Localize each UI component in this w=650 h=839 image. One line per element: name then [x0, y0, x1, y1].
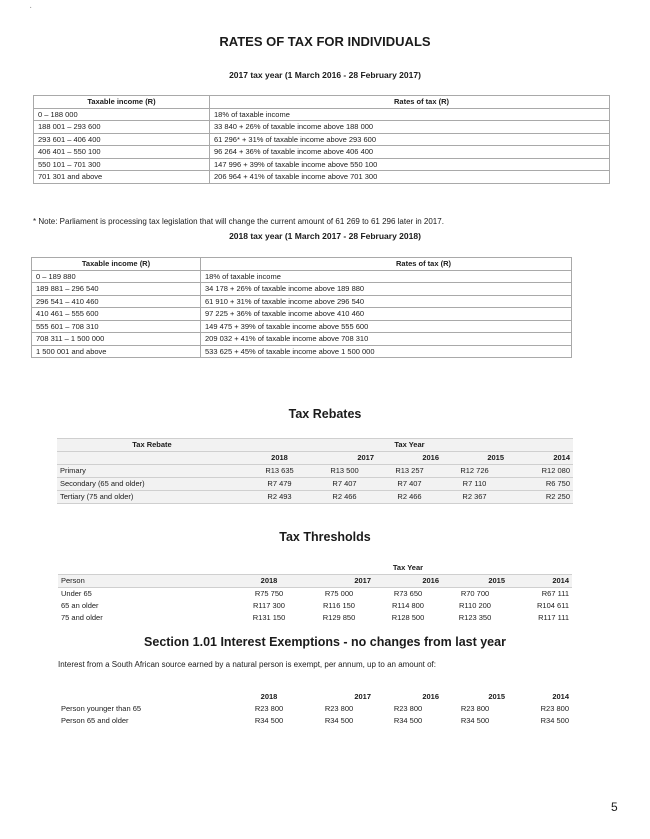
year-header: 2016	[377, 452, 442, 465]
income-cell: 708 311 – 1 500 000	[32, 333, 201, 346]
value-cell: R23 800	[393, 704, 423, 713]
table-row	[32, 283, 572, 296]
year-header: 2014	[508, 575, 572, 588]
value-cell: R6 750	[507, 478, 573, 491]
value-cell: R2 493	[247, 491, 312, 504]
value-cell: R123 350	[458, 613, 492, 622]
rate-cell: 33 840 + 26% of taxable income above 188 000	[210, 121, 610, 134]
rebates-table	[57, 438, 573, 504]
value-cell: R23 800	[460, 704, 490, 713]
rate-cell: 34 178 + 26% of taxable income above 189 880	[201, 283, 572, 296]
value-cell: R7 407	[312, 478, 377, 491]
value-cell: R2 250	[507, 491, 573, 504]
corner-mark: ·	[29, 2, 33, 13]
value-cell: R13 257	[377, 465, 442, 478]
table-row	[58, 703, 572, 715]
year-header: 2017	[312, 452, 377, 465]
value-cell: R110 200	[459, 601, 491, 610]
rate-cell: 533 625 + 45% of taxable income above 1 500 000	[201, 345, 572, 358]
rebate-label-header: Tax Rebate	[57, 439, 247, 452]
note-text: * Note: Parliament is processing tax legislation that will change the current amount of 61 269 to 61 296 later in 2017.	[33, 217, 444, 226]
row-label: Person younger than 65	[61, 704, 142, 713]
value-cell: R13 635	[247, 465, 312, 478]
rate-cell: 61 910 + 31% of taxable income above 296 540	[201, 295, 572, 308]
col-header-income: Taxable income (R)	[32, 258, 201, 271]
income-cell: 410 461 – 555 600	[32, 308, 201, 321]
table-row	[57, 478, 573, 491]
income-cell: 188 001 – 293 600	[34, 121, 210, 134]
income-cell: 550 101 – 701 300	[34, 158, 210, 171]
year-header: 2018	[260, 692, 278, 701]
value-cell: R34 500	[460, 716, 490, 725]
value-cell: R70 700	[460, 589, 490, 598]
table-row	[58, 612, 572, 624]
table-row	[34, 158, 610, 171]
value-cell: R117 300	[253, 601, 285, 610]
value-cell: R34 500	[324, 716, 354, 725]
value-cell: R116 150	[323, 601, 355, 610]
row-label: 65 an older	[61, 601, 99, 610]
income-cell: 1 500 001 and above	[32, 345, 201, 358]
table-row	[57, 491, 573, 504]
table-row	[32, 295, 572, 308]
value-cell: R13 500	[312, 465, 377, 478]
table-row	[34, 133, 610, 146]
year-header: 2015	[442, 575, 508, 588]
value-cell: R131 150	[252, 613, 286, 622]
value-cell: R129 850	[322, 613, 356, 622]
value-cell: R12 080	[507, 465, 573, 478]
value-cell: R104 611	[537, 601, 569, 610]
year-header: 2015	[488, 692, 505, 701]
income-cell: 189 881 – 296 540	[32, 283, 201, 296]
rate-cell: 147 996 + 39% of taxable income above 550 100	[210, 158, 610, 171]
threshold-label-header: Person	[58, 575, 234, 588]
year-header: 2017	[304, 575, 374, 588]
table-row	[32, 308, 572, 321]
table-row	[32, 320, 572, 333]
value-cell: R23 800	[324, 704, 354, 713]
table-row	[58, 588, 572, 601]
rate-cell: 18% of taxable income	[201, 270, 572, 283]
income-cell: 0 – 188 000	[34, 108, 210, 121]
value-cell: R2 466	[312, 491, 377, 504]
year-header: 2015	[442, 452, 507, 465]
income-cell: 296 541 – 410 460	[32, 295, 201, 308]
value-cell: R7 110	[442, 478, 507, 491]
table-row	[57, 465, 573, 478]
rebates-title: Tax Rebates	[288, 407, 362, 421]
value-cell: R12 726	[442, 465, 507, 478]
value-cell: R67 111	[541, 589, 569, 598]
table-row	[32, 345, 572, 358]
rate-cell: 149 475 + 39% of taxable income above 555 600	[201, 320, 572, 333]
subtitle-2018: 2018 tax year (1 March 2017 - 28 February 2018)	[229, 231, 421, 241]
interest-table	[58, 691, 572, 727]
year-header: 2018	[234, 575, 304, 588]
income-cell: 406 401 – 550 100	[34, 146, 210, 159]
interest-title: Section 1.01 Interest Exemptions - no changes from last year	[144, 635, 506, 649]
income-cell: 555 601 – 708 310	[32, 320, 201, 333]
value-cell: R2 466	[377, 491, 442, 504]
subtitle-2017: 2017 tax year (1 March 2016 - 28 February 2017)	[229, 70, 421, 80]
rebate-year-header: Tax Year	[377, 439, 442, 452]
income-cell: 0 – 189 880	[32, 270, 201, 283]
thresholds-title: Tax Thresholds	[279, 530, 371, 544]
tax-table-2017	[33, 95, 610, 184]
year-header: 2014	[552, 692, 569, 701]
year-header: 2014	[507, 452, 573, 465]
row-label: Primary	[57, 465, 247, 478]
value-cell: R34 500	[540, 716, 569, 725]
table-row	[58, 715, 572, 727]
value-cell: R2 367	[442, 491, 507, 504]
value-cell: R117 111	[538, 613, 569, 622]
page-number: 5	[611, 800, 618, 814]
value-cell: R7 479	[247, 478, 312, 491]
row-label: 75 and older	[61, 613, 103, 622]
value-cell: R114 800	[392, 601, 424, 610]
rate-cell: 96 264 + 36% of taxable income above 406 400	[210, 146, 610, 159]
value-cell: R128 500	[391, 613, 425, 622]
table-row	[34, 146, 610, 159]
tax-table-2018	[31, 257, 572, 358]
row-label: Person 65 and older	[61, 716, 129, 725]
value-cell: R23 800	[254, 704, 284, 713]
table-row	[32, 333, 572, 346]
year-header: 2016	[374, 575, 442, 588]
value-cell: R34 500	[393, 716, 423, 725]
col-header-rates: Rates of tax (R)	[210, 96, 610, 109]
table-row	[32, 270, 572, 283]
rate-cell: 209 032 + 41% of taxable income above 708 310	[201, 333, 572, 346]
income-cell: 293 601 – 406 400	[34, 133, 210, 146]
thresholds-table	[58, 562, 572, 624]
value-cell: R23 800	[540, 704, 569, 713]
threshold-year-header: Tax Year	[392, 563, 424, 572]
year-header: 2016	[422, 692, 439, 701]
rate-cell: 206 964 + 41% of taxable income above 701 300	[210, 171, 610, 184]
value-cell: R75 000	[324, 589, 354, 598]
table-row	[34, 121, 610, 134]
table-row	[34, 171, 610, 184]
value-cell: R7 407	[377, 478, 442, 491]
table-row	[58, 600, 572, 612]
page-title: RATES OF TAX FOR INDIVIDUALS	[219, 34, 431, 49]
table-row	[34, 108, 610, 121]
value-cell: R75 750	[254, 589, 284, 598]
year-header: 2018	[247, 452, 312, 465]
row-label: Under 65	[61, 589, 92, 598]
value-cell: R34 500	[254, 716, 284, 725]
rate-cell: 18% of taxable income	[210, 108, 610, 121]
rate-cell: 61 296* + 31% of taxable income above 293 600	[210, 133, 610, 146]
row-label: Tertiary (75 and older)	[57, 491, 247, 504]
value-cell: R73 650	[393, 589, 423, 598]
rate-cell: 97 225 + 36% of taxable income above 410 460	[201, 308, 572, 321]
col-header-income: Taxable income (R)	[34, 96, 210, 109]
col-header-rates: Rates of tax (R)	[201, 258, 572, 271]
row-label: Secondary (65 and older)	[57, 478, 247, 491]
interest-intro: Interest from a South African source earned by a natural person is exempt, per annum, up to an amount of:	[58, 660, 436, 669]
year-header: 2017	[354, 692, 371, 701]
income-cell: 701 301 and above	[34, 171, 210, 184]
